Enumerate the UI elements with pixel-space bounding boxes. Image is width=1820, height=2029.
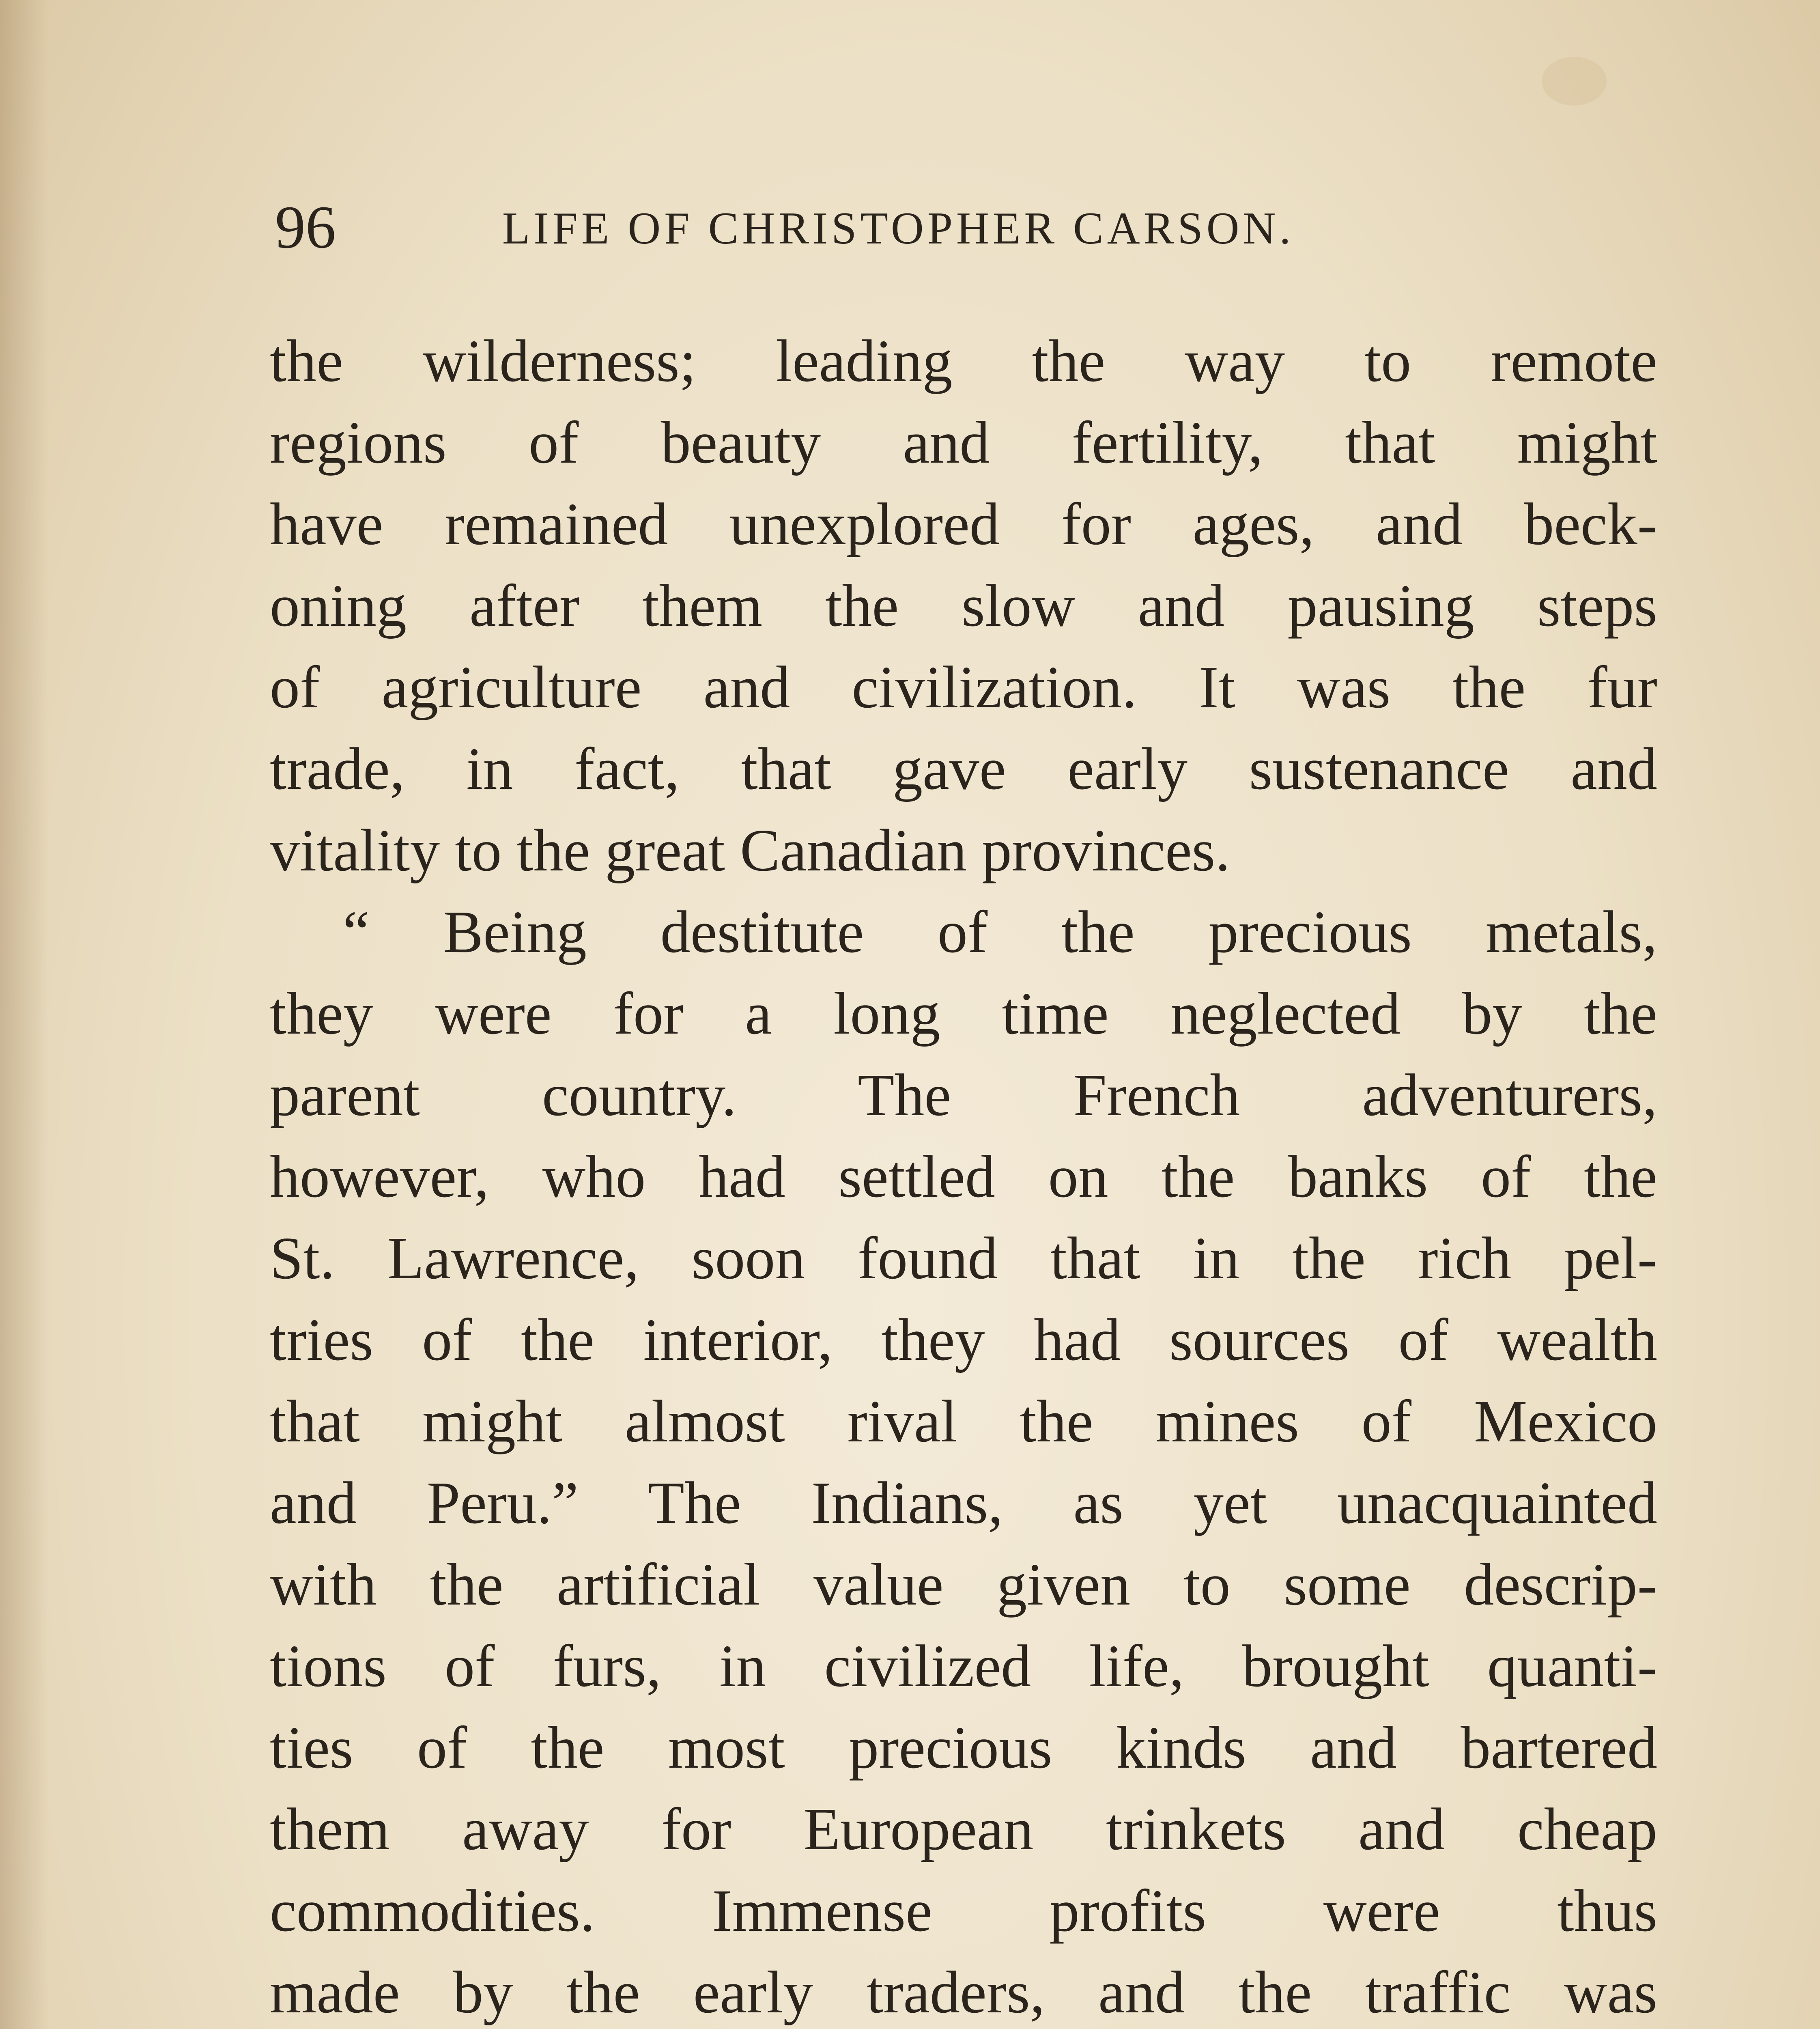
- text-line: made by the early traders, and the traffic was: [270, 1959, 1657, 2026]
- text-line: regions of beauty and fertility, that might: [270, 409, 1657, 476]
- text-line: commodities. Immense profits were thus: [270, 1878, 1657, 1944]
- foxing-stain: [1542, 57, 1607, 106]
- page-number: 96: [275, 194, 336, 261]
- page-edge-shadow: [0, 0, 49, 2029]
- text-line: however, who had settled on the banks of the: [270, 1144, 1657, 1210]
- text-line: oning after them the slow and pausing steps: [270, 573, 1657, 639]
- text-line: they were for a long time neglected by the: [270, 980, 1657, 1047]
- running-head: LIFE OF CHRISTOPHER CARSON.: [502, 203, 1295, 254]
- page-header: [275, 191, 1667, 264]
- text-line: the wilderness; leading the way to remote: [270, 328, 1657, 394]
- text-line: and Peru.” The Indians, as yet unacquainted: [270, 1470, 1657, 1536]
- text-line: parent country. The French adventurers,: [270, 1062, 1657, 1129]
- text-line: that might almost rival the mines of Mexico: [270, 1388, 1657, 1455]
- body-text: [270, 321, 1657, 2029]
- text-line: trade, in fact, that gave early sustenance and: [270, 736, 1657, 802]
- text-line: St. Lawrence, soon found that in the rich pel-: [270, 1225, 1657, 1292]
- text-line: have remained unexplored for ages, and beck-: [270, 491, 1657, 558]
- text-line: vitality to the great Canadian provinces.: [270, 817, 1231, 884]
- text-line: them away for European trinkets and cheap: [270, 1796, 1657, 1863]
- text-line: tries of the interior, they had sources of wealth: [270, 1307, 1657, 1373]
- text-line: with the artificial value given to some descrip-: [270, 1551, 1657, 1618]
- text-line: “ Being destitute of the precious metals,: [343, 899, 1657, 965]
- text-line: tions of furs, in civilized life, brought quanti-: [270, 1633, 1657, 1699]
- text-line: of agriculture and civilization. It was the fur: [270, 654, 1657, 721]
- text-line: ties of the most precious kinds and bartered: [270, 1715, 1657, 1781]
